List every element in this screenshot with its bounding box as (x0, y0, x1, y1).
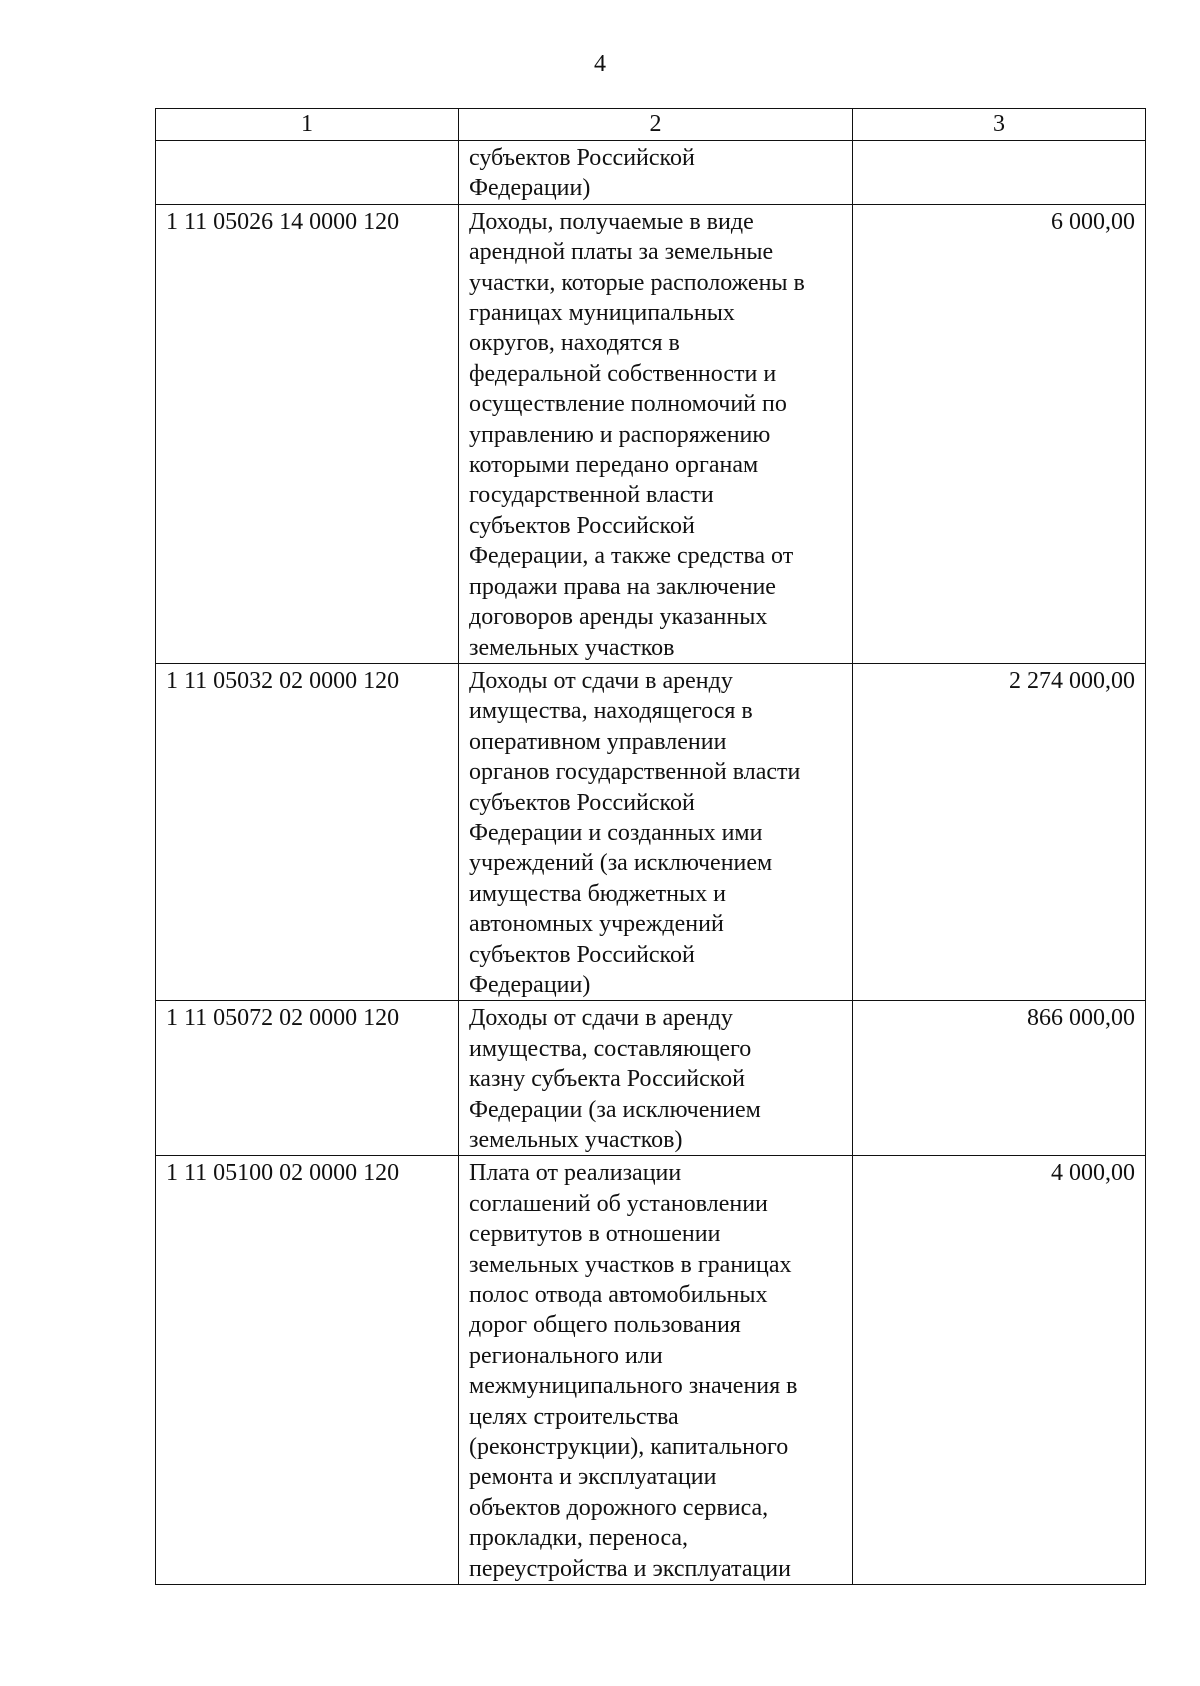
description-line: границах муниципальных (469, 300, 735, 327)
description-line: имущества, составляющего (469, 1035, 752, 1062)
description-line: Плата от реализации (469, 1160, 682, 1187)
description-line: субъектов Российской (469, 145, 695, 171)
description-line: казну субъекта Российской (469, 1066, 746, 1093)
table-row (156, 663, 1146, 1000)
description-line: дорог общего пользования (469, 1312, 741, 1339)
description-line: Доходы, получаемые в виде (469, 208, 754, 235)
revenue-code-cell: 1 11 05026 14 0000 120 (156, 204, 459, 663)
description-line: оперативном управлении (469, 728, 727, 755)
description-line: субъектов Российской (469, 512, 695, 539)
revenue-code-cell (156, 141, 459, 205)
description-line: земельных участков (469, 634, 675, 661)
amount-cell (853, 141, 1146, 205)
description-line: управлению и распоряжению (469, 421, 771, 448)
description-line: продажи права на заключение (469, 573, 776, 600)
description-line: Доходы от сдачи в аренду (469, 1005, 733, 1032)
description-line: учреждений (за исключением (469, 850, 773, 877)
amount-cell: 866 000,00 (853, 1001, 1146, 1156)
description-line: сервитутов в отношении (469, 1221, 721, 1248)
description-line: межмуниципального значения в (469, 1373, 798, 1400)
revenue-code-cell: 1 11 05100 02 0000 120 (156, 1156, 459, 1585)
description-line: Федерации (за исключением (469, 1096, 761, 1123)
revenue-description-cell (459, 141, 853, 205)
revenue-code-cell: 1 11 05032 02 0000 120 (156, 663, 459, 1000)
description-line: арендной платы за земельные (469, 239, 774, 266)
description-line: целях строительства (469, 1403, 679, 1430)
description-line: округов, находятся в (469, 330, 680, 357)
description-line: объектов дорожного сервиса, (469, 1494, 769, 1521)
description-line: земельных участков в границах (469, 1251, 792, 1278)
description-line: участки, которые расположены в (469, 269, 805, 296)
description-line: ремонта и эксплуатации (469, 1464, 717, 1491)
description-line: субъектов Российской (469, 789, 695, 816)
description-line: субъектов Российской (469, 941, 695, 968)
description-line: имущества, находящегося в (469, 698, 753, 725)
description-line: Федерации и созданных ими (469, 819, 763, 846)
column-header-3: 3 (853, 109, 1146, 141)
description-line: регионального или (469, 1342, 663, 1369)
revenue-description-cell (459, 204, 853, 663)
amount-cell: 4 000,00 (853, 1156, 1146, 1585)
revenue-description-cell (459, 1001, 853, 1156)
table-row (156, 141, 1146, 205)
description-line: (реконструкции), капитального (469, 1434, 789, 1461)
description-line: федеральной собственности и (469, 360, 777, 387)
table-row (156, 1001, 1146, 1156)
description-line: имущества бюджетных и (469, 880, 726, 907)
header-row (156, 109, 1146, 141)
description-line: прокладки, переноса, (469, 1525, 689, 1552)
revenue-code-cell: 1 11 05072 02 0000 120 (156, 1001, 459, 1156)
description-line: Федерации, а также средства от (469, 543, 794, 570)
description-line: полос отвода автомобильных (469, 1282, 768, 1309)
table-row (156, 204, 1146, 663)
amount-cell: 2 274 000,00 (853, 663, 1146, 1000)
description-line: договоров аренды указанных (469, 604, 768, 631)
column-header-2: 2 (459, 109, 853, 141)
revenue-table (155, 108, 1146, 1585)
table-row (156, 1156, 1146, 1585)
page-number: 4 (594, 51, 606, 77)
description-line: переустройства и эксплуатации (469, 1555, 791, 1582)
description-line: государственной власти (469, 482, 714, 509)
description-line: автономных учреждений (469, 911, 724, 938)
description-line: органов государственной власти (469, 759, 801, 786)
revenue-description-cell (459, 663, 853, 1000)
description-line: Доходы от сдачи в аренду (469, 667, 733, 694)
description-line: осуществление полномочий по (469, 391, 787, 418)
table-header (156, 109, 1146, 141)
table-body (156, 141, 1146, 1585)
description-line: земельных участков) (469, 1127, 683, 1153)
revenue-description-cell (459, 1156, 853, 1585)
description-line: которыми передано органам (469, 452, 759, 479)
description-line: соглашений об установлении (469, 1190, 768, 1217)
column-header-1: 1 (156, 109, 459, 141)
amount-cell: 6 000,00 (853, 204, 1146, 663)
description-line: Федерации) (469, 175, 591, 202)
description-line: Федерации) (469, 971, 591, 998)
